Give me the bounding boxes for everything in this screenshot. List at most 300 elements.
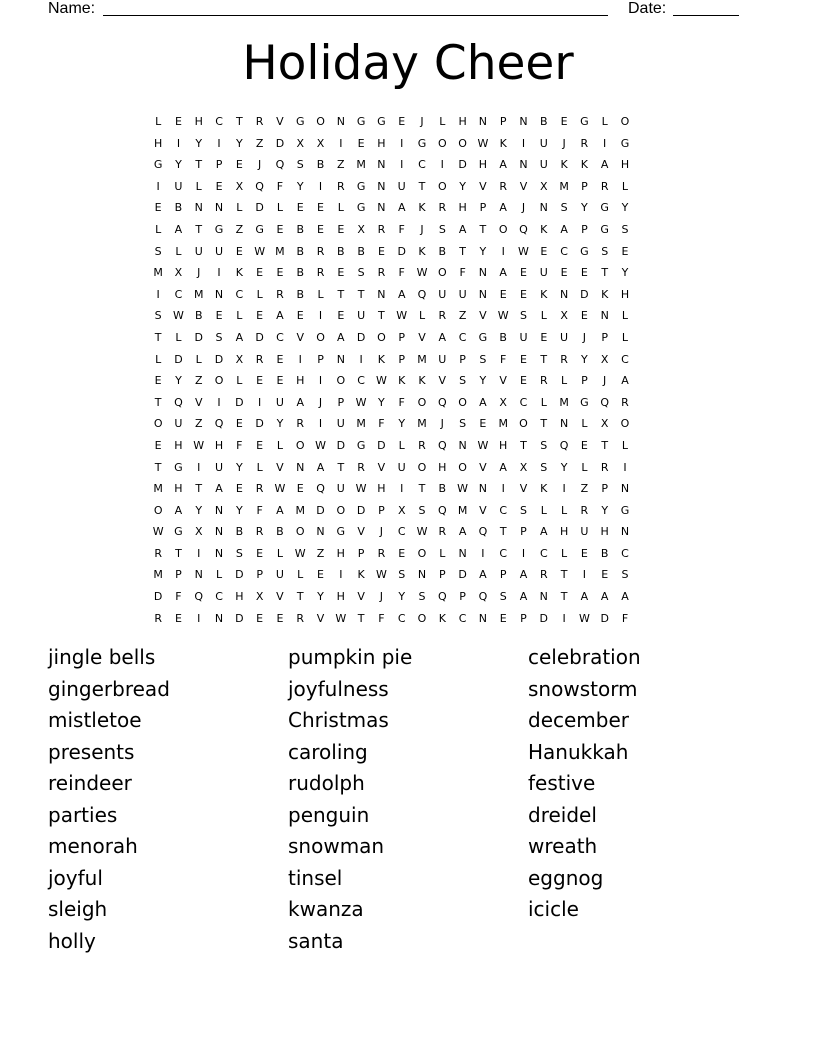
grid-letter: G xyxy=(174,525,183,539)
grid-letter: A xyxy=(215,482,223,496)
grid-letter: Y xyxy=(378,395,385,409)
grid-letter: E xyxy=(560,266,568,280)
grid-letter: C xyxy=(174,287,183,301)
grid-letter: E xyxy=(580,546,588,560)
grid-letter: Y xyxy=(235,503,243,517)
grid-letter: A xyxy=(458,222,467,236)
word-list-item: eggnog xyxy=(528,865,604,890)
grid-letter: J xyxy=(379,525,384,539)
grid-letter: A xyxy=(499,201,507,215)
grid-letter: U xyxy=(458,287,467,301)
grid-letter: B xyxy=(194,309,203,323)
word-list-item: snowman xyxy=(288,834,385,858)
grid-letter: W xyxy=(254,244,266,258)
grid-letter: I xyxy=(217,395,221,409)
grid-letter: P xyxy=(175,568,182,582)
grid-letter: E xyxy=(276,222,284,236)
grid-letter: K xyxy=(377,352,386,366)
grid-letter: P xyxy=(215,158,223,172)
grid-letter: M xyxy=(356,158,366,172)
grid-letter: L xyxy=(317,287,324,301)
grid-letter: H xyxy=(296,374,305,388)
grid-letter: R xyxy=(438,525,447,539)
grid-letter: S xyxy=(438,222,446,236)
grid-letter: P xyxy=(438,568,446,582)
grid-letter: N xyxy=(478,266,488,280)
grid-letter: T xyxy=(235,115,243,128)
grid-letter: A xyxy=(479,395,487,409)
grid-letter: R xyxy=(255,352,264,366)
grid-letter: K xyxy=(540,287,548,301)
grid-letter: W xyxy=(355,395,367,409)
grid-letter: D xyxy=(356,503,366,517)
grid-row xyxy=(148,262,635,284)
grid-letter: L xyxy=(195,352,202,366)
grid-letter: Q xyxy=(437,590,447,604)
grid-letter: L xyxy=(236,201,243,215)
grid-letter: G xyxy=(620,503,630,517)
grid-letter: G xyxy=(478,330,488,344)
grid-row xyxy=(148,154,635,176)
grid-letter: K xyxy=(235,266,243,280)
grid-letter: R xyxy=(255,482,264,496)
grid-letter: N xyxy=(377,201,386,215)
grid-letter: K xyxy=(418,201,426,215)
grid-letter: P xyxy=(520,611,527,625)
grid-letter: R xyxy=(296,417,305,431)
word-list-item: joyful xyxy=(48,865,103,890)
grid-letter: N xyxy=(377,179,386,193)
grid-letter: A xyxy=(276,503,284,517)
grid-letter: F xyxy=(398,266,405,280)
grid-letter: D xyxy=(235,568,244,582)
worksheet-header xyxy=(48,0,748,20)
grid-letter: H xyxy=(336,546,345,560)
grid-letter: J xyxy=(420,115,424,128)
grid-row xyxy=(148,370,635,392)
grid-letter: K xyxy=(560,158,568,172)
grid-letter: E xyxy=(154,438,162,452)
grid-letter: K xyxy=(540,482,548,496)
grid-letter: O xyxy=(417,395,427,409)
grid-letter: W xyxy=(416,266,428,280)
word-list-item: parties xyxy=(48,802,118,827)
grid-letter: D xyxy=(600,611,609,625)
grid-letter: K xyxy=(438,611,446,625)
grid-letter: L xyxy=(561,546,568,560)
grid-row xyxy=(148,392,635,414)
grid-letter: A xyxy=(276,309,284,323)
grid-letter: U xyxy=(215,460,224,474)
grid-letter: L xyxy=(155,115,162,128)
grid-row xyxy=(148,111,635,133)
grid-letter: N xyxy=(214,611,224,625)
grid-letter: R xyxy=(600,460,609,474)
grid-letter: J xyxy=(582,330,586,344)
grid-letter: H xyxy=(438,460,447,474)
grid-letter: N xyxy=(377,287,386,301)
grid-letter: I xyxy=(521,136,526,150)
grid-letter: N xyxy=(458,438,467,452)
grid-letter: C xyxy=(215,115,223,128)
grid-letter: S xyxy=(479,352,487,366)
grid-letter: S xyxy=(418,503,426,517)
grid-letter: Q xyxy=(174,395,183,409)
word-list-item: santa xyxy=(288,928,344,953)
grid-letter: G xyxy=(580,395,589,409)
grid-letter: U xyxy=(357,309,366,323)
grid-letter: A xyxy=(499,158,507,172)
grid-letter: U xyxy=(215,244,224,258)
grid-letter: L xyxy=(418,309,426,323)
grid-letter: I xyxy=(481,546,485,560)
grid-letter: U xyxy=(560,330,569,344)
grid-letter: M xyxy=(498,417,508,431)
grid-letter: E xyxy=(337,222,345,236)
grid-letter: R xyxy=(418,438,426,452)
grid-letter: E xyxy=(580,309,588,323)
grid-letter: R xyxy=(377,546,386,560)
grid-letter: N xyxy=(559,287,569,301)
grid-letter: A xyxy=(519,568,528,582)
grid-letter: L xyxy=(439,115,446,128)
grid-letter: M xyxy=(457,503,468,517)
grid-letter: R xyxy=(296,611,305,625)
grid-letter: N xyxy=(519,115,528,128)
grid-letter: A xyxy=(621,590,629,604)
word-list-item: rudolph xyxy=(288,771,365,795)
grid-letter: F xyxy=(256,503,263,517)
grid-letter: E xyxy=(215,309,223,323)
grid-letter: T xyxy=(560,590,568,604)
grid-letter: V xyxy=(276,460,284,474)
grid-letter: Q xyxy=(417,287,427,301)
grid-letter: L xyxy=(398,438,405,452)
grid-letter: E xyxy=(215,179,223,193)
grid-letter: N xyxy=(194,568,203,582)
grid-letter: X xyxy=(316,136,325,150)
grid-letter: J xyxy=(197,266,201,280)
grid-letter: I xyxy=(318,374,323,388)
grid-letter: J xyxy=(440,417,444,431)
grid-letter: T xyxy=(560,568,568,582)
word-list-item: Hanukkah xyxy=(528,739,629,764)
grid-letter: U xyxy=(275,568,284,582)
grid-letter: H xyxy=(499,438,508,452)
grid-letter: W xyxy=(497,309,509,323)
grid-letter: L xyxy=(621,309,629,323)
grid-letter: G xyxy=(153,158,163,172)
grid-letter: E xyxy=(580,438,588,452)
grid-letter: E xyxy=(256,266,264,280)
grid-letter: I xyxy=(603,136,607,150)
grid-letter: D xyxy=(458,158,467,172)
grid-letter: I xyxy=(197,460,201,474)
grid-letter: T xyxy=(601,266,609,280)
grid-letter: U xyxy=(397,460,406,474)
grid-letter: O xyxy=(316,115,325,128)
grid-letter: Q xyxy=(478,590,488,604)
grid-letter: S xyxy=(540,460,548,474)
grid-letter: G xyxy=(356,438,366,452)
page-title: Holiday Cheer xyxy=(242,36,574,91)
grid-letter: B xyxy=(438,482,447,496)
grid-letter: N xyxy=(539,201,548,215)
grid-letter: P xyxy=(398,352,406,366)
grid-letter: E xyxy=(174,611,182,625)
grid-letter: A xyxy=(621,374,629,388)
word-list-item: dreidel xyxy=(528,802,597,827)
grid-letter: E xyxy=(317,568,324,582)
grid-letter: H xyxy=(377,482,386,496)
grid-letter: W xyxy=(477,136,489,150)
grid-letter: A xyxy=(499,266,507,280)
grid-letter: X xyxy=(397,503,406,517)
grid-letter: Y xyxy=(581,201,588,215)
grid-letter: Y xyxy=(621,201,629,215)
grid-letter: E xyxy=(357,136,365,150)
grid-letter: E xyxy=(398,546,406,560)
grid-letter: W xyxy=(173,309,184,323)
word-list-item: december xyxy=(528,708,630,732)
grid-letter: S xyxy=(520,503,527,517)
grid-letter: O xyxy=(316,330,325,344)
grid-letter: E xyxy=(398,115,406,128)
grid-letter: L xyxy=(175,244,182,258)
grid-letter: Y xyxy=(459,179,466,193)
grid-letter: G xyxy=(417,136,427,150)
grid-letter: R xyxy=(255,115,264,128)
grid-letter: H xyxy=(600,525,609,539)
grid-letter: K xyxy=(601,287,609,301)
grid-letter: I xyxy=(197,611,201,625)
grid-letter: L xyxy=(540,503,547,517)
grid-letter: R xyxy=(357,460,365,474)
grid-letter: V xyxy=(377,460,386,474)
grid-letter: T xyxy=(296,590,304,604)
grid-letter: K xyxy=(357,568,365,582)
grid-letter: A xyxy=(458,525,467,539)
grid-letter: G xyxy=(255,222,264,236)
grid-row xyxy=(148,521,635,543)
grid-letter: W xyxy=(294,546,306,560)
grid-letter: S xyxy=(621,568,629,582)
word-search-grid xyxy=(148,111,635,629)
grid-letter: B xyxy=(438,244,447,258)
grid-letter: H xyxy=(174,438,183,452)
grid-letter: L xyxy=(561,374,568,388)
grid-letter: P xyxy=(581,222,588,236)
grid-letter: O xyxy=(437,136,447,150)
grid-letter: N xyxy=(478,115,488,128)
grid-letter: M xyxy=(153,568,163,582)
grid-letter: E xyxy=(154,374,162,388)
word-list-item: menorah xyxy=(48,834,138,858)
grid-letter: B xyxy=(296,244,304,258)
grid-letter: F xyxy=(500,352,507,366)
grid-letter: O xyxy=(417,460,427,474)
grid-letter: E xyxy=(540,244,548,258)
grid-letter: L xyxy=(155,222,162,236)
grid-letter: Z xyxy=(194,374,203,388)
grid-letter: N xyxy=(417,568,427,582)
grid-letter: C xyxy=(499,546,508,560)
grid-letter: E xyxy=(540,330,548,344)
grid-letter: O xyxy=(214,374,224,388)
grid-letter: D xyxy=(174,352,183,366)
grid-letter: E xyxy=(174,115,182,128)
grid-letter: O xyxy=(295,438,305,452)
grid-letter: R xyxy=(377,222,386,236)
grid-letter: N xyxy=(620,482,630,496)
grid-letter: Y xyxy=(195,136,203,150)
grid-letter: D xyxy=(235,395,244,409)
grid-letter: D xyxy=(214,352,224,366)
grid-letter: O xyxy=(295,525,305,539)
grid-letter: Y xyxy=(296,179,304,193)
grid-letter: J xyxy=(603,374,607,388)
grid-letter: R xyxy=(276,287,284,301)
grid-letter: N xyxy=(519,158,528,172)
grid-row xyxy=(148,305,635,327)
grid-letter: D xyxy=(255,417,264,431)
grid-letter: M xyxy=(417,352,427,366)
grid-letter: C xyxy=(458,330,467,344)
grid-letter: E xyxy=(276,611,284,625)
grid-letter: I xyxy=(258,395,262,409)
grid-letter: P xyxy=(581,179,588,193)
grid-letter: E xyxy=(580,266,588,280)
grid-letter: W xyxy=(518,244,529,258)
grid-letter: G xyxy=(214,222,224,236)
grid-letter: H xyxy=(620,158,630,172)
grid-letter: V xyxy=(499,374,507,388)
grid-letter: A xyxy=(337,330,345,344)
grid-letter: M xyxy=(153,482,163,496)
grid-letter: J xyxy=(318,395,323,409)
grid-letter: F xyxy=(236,438,243,452)
grid-letter: T xyxy=(154,395,162,409)
grid-letter: C xyxy=(397,611,406,625)
grid-letter: U xyxy=(336,482,345,496)
grid-letter: C xyxy=(560,244,568,258)
grid-letter: O xyxy=(377,330,386,344)
grid-row xyxy=(148,176,635,198)
grid-letter: I xyxy=(217,266,221,280)
grid-letter: Y xyxy=(317,590,324,604)
grid-letter: W xyxy=(477,438,489,452)
grid-letter: K xyxy=(398,374,406,388)
grid-letter: H xyxy=(478,158,488,172)
grid-letter: Q xyxy=(275,158,285,172)
grid-letter: C xyxy=(418,158,426,172)
grid-letter: G xyxy=(174,460,183,474)
grid-letter: N xyxy=(214,503,224,517)
grid-row xyxy=(148,133,635,155)
grid-letter: R xyxy=(560,352,568,366)
grid-letter: N xyxy=(458,546,467,560)
grid-letter: L xyxy=(540,309,547,323)
grid-letter: D xyxy=(580,287,589,301)
grid-letter: H xyxy=(620,287,630,301)
grid-letter: E xyxy=(235,244,243,258)
name-label: Name: xyxy=(48,0,96,17)
grid-letter: N xyxy=(214,201,224,215)
grid-letter: E xyxy=(276,374,284,388)
grid-letter: R xyxy=(621,395,629,409)
grid-letter: O xyxy=(437,266,447,280)
grid-letter: Q xyxy=(255,179,264,193)
grid-letter: N xyxy=(214,546,224,560)
grid-letter: E xyxy=(276,352,284,366)
grid-letter: T xyxy=(154,330,162,344)
grid-letter: A xyxy=(316,460,325,474)
grid-letter: B xyxy=(499,330,507,344)
grid-letter: L xyxy=(155,352,162,366)
grid-letter: W xyxy=(375,568,387,582)
grid-letter: F xyxy=(398,222,405,236)
word-list-item: celebration xyxy=(528,645,641,669)
grid-letter: H xyxy=(336,590,345,604)
grid-letter: M xyxy=(559,179,569,193)
grid-letter: P xyxy=(357,546,365,560)
grid-letter: G xyxy=(356,115,366,128)
grid-letter: H xyxy=(154,136,163,150)
grid-row xyxy=(148,608,635,630)
grid-letter: O xyxy=(153,503,163,517)
grid-letter: L xyxy=(195,179,202,193)
grid-letter: I xyxy=(623,460,627,474)
grid-letter: V xyxy=(194,395,203,409)
grid-letter: W xyxy=(375,374,387,388)
grid-letter: E xyxy=(154,201,162,215)
grid-letter: V xyxy=(519,179,528,193)
grid-letter: N xyxy=(194,201,203,215)
grid-letter: T xyxy=(195,158,203,172)
grid-letter: P xyxy=(499,115,507,128)
grid-letter: A xyxy=(174,503,183,517)
grid-letter: C xyxy=(357,374,365,388)
grid-letter: Y xyxy=(581,352,588,366)
grid-letter: S xyxy=(621,222,629,236)
grid-letter: S xyxy=(540,438,548,452)
grid-letter: W xyxy=(396,309,408,323)
grid-letter: N xyxy=(296,460,305,474)
grid-letter: G xyxy=(356,179,366,193)
grid-letter: K xyxy=(418,374,426,388)
grid-letter: L xyxy=(621,179,629,193)
word-list-item: caroling xyxy=(288,739,368,764)
grid-letter: Y xyxy=(235,136,243,150)
grid-letter: H xyxy=(559,525,569,539)
grid-letter: V xyxy=(418,330,426,344)
grid-letter: Z xyxy=(458,309,467,323)
word-list-item: penguin xyxy=(288,802,370,827)
grid-letter: U xyxy=(580,525,589,539)
grid-letter: X xyxy=(519,460,528,474)
grid-letter: I xyxy=(501,244,505,258)
grid-letter: N xyxy=(478,482,488,496)
grid-letter: E xyxy=(499,287,507,301)
grid-letter: D xyxy=(539,611,549,625)
grid-letter: X xyxy=(296,136,304,150)
grid-letter: N xyxy=(316,525,325,539)
grid-letter: K xyxy=(540,222,548,236)
grid-letter: E xyxy=(479,417,487,431)
grid-letter: T xyxy=(154,460,162,474)
grid-letter: X xyxy=(174,266,183,280)
grid-letter: F xyxy=(378,611,385,625)
